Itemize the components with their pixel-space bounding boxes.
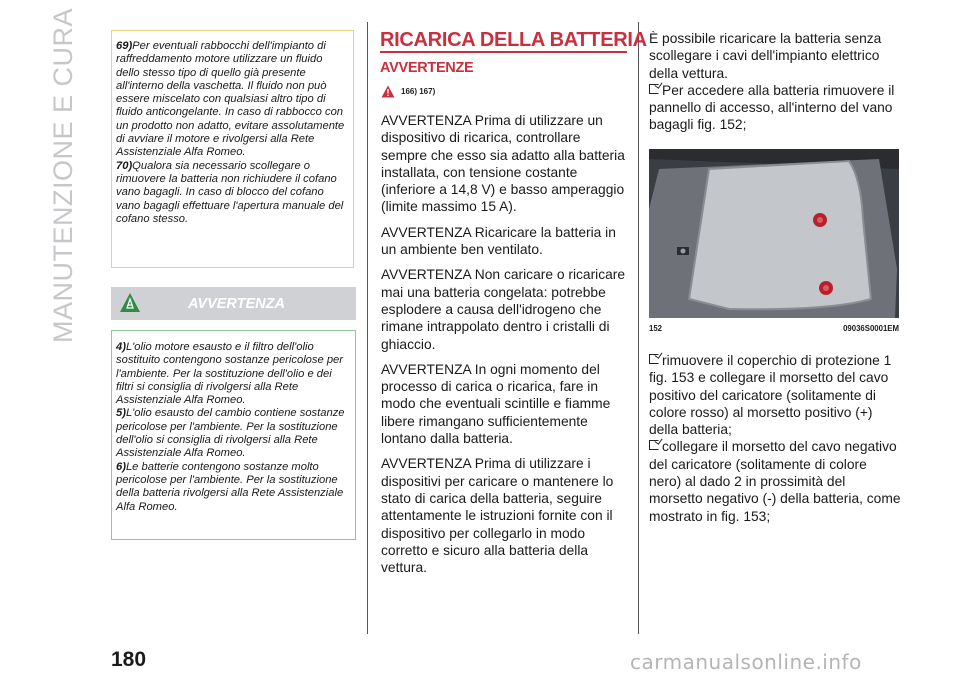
warning-triangle-icon [381,85,395,98]
environment-warning-icon [119,292,141,314]
section-title: RICARICA DELLA BATTERIA [380,29,647,51]
environment-warning-header [111,287,356,320]
side-section-label: MANUTENZIONE E CURA [48,7,79,343]
env-note-6 [116,461,351,514]
side-section-tab [44,7,84,343]
paragraph: AVVERTENZA Ricaricare la batteria in un ambiente ben ventilato. [381,224,616,258]
section-subtitle: AVVERTENZE [380,60,474,76]
paragraph: AVVERTENZA Prima di utilizzare un dispositivo di ricarica, controllare sempre che esso sia adatto alla batteria installata, con tensione costante (inferiore a 14,8 V) e basso amperaggio (limite massimo 15 A). [381,113,625,215]
step-text: Per accedere alla batteria rimuovere il pannello di accesso, all'interno del vano bagagli fig. 152; [649,82,895,133]
note-text: Qualora sia necessario scollegare o rimuovere la batteria non richiudere il cofano vano bagagli. In caso di blocco del cofano vano bagagli effettuare l'apertura manuale del cofano stesso. [116,159,344,225]
notes-box [111,30,354,268]
paragraph: AVVERTENZA Non caricare o ricaricare mai una batteria congelata: potrebbe esplodere a causa dell'idrogeno che rimane intrappolato dentro i cristalli di ghiaccio. [381,267,626,352]
charging-steps-top [649,30,901,134]
step-text: rimuovere il coperchio di protezione 1 fig. 153 e collegare il morsetto del cavo positivo del caricatore (solitamente di colore rosso) al morsetto positivo (+) della batteria; [649,353,892,438]
trunk-illustration [649,149,899,318]
step-item [649,82,901,134]
checkbox-icon [649,84,659,94]
note-number: 5) [116,407,126,420]
environment-warning-label: AVVERTENZA [188,295,285,312]
charging-steps-bottom [649,352,901,525]
trunk-access-panel-photo [649,149,899,318]
watermark: carmanualsonline.info [630,650,862,674]
figure-code: 09036S0001EM [843,324,899,333]
note-text: L'olio motore esausto e il filtro dell'olio sostituito contengono sostanze pericolose per l'ambiente. Per la sostituzione dell'olio e dei filtri si consiglia di rivolgersi alla Rete Assistenziale Alfa Romeo. [116,341,344,407]
paragraph: AVVERTENZA In ogni momento del processo di carica o ricarica, fare in modo che eventuali scintille e fiamme libere rimangano sufficientemente lontano dalla batteria. [381,361,611,447]
step-item [649,438,901,524]
page-number: 180 [111,648,147,671]
env-note-5 [116,407,351,460]
step-item [649,352,901,438]
note-number: 70) [116,159,133,172]
checkbox-icon [649,440,659,450]
column-divider [367,22,368,634]
checkbox-icon [649,354,659,364]
note-number: 6) [116,460,126,473]
section-title-rule [380,51,627,53]
intro-paragraph: È possibile ricaricare la batteria senza scollegare i cavi dell'impianto elettrico della vettura. [649,31,882,81]
note-text: Per eventuali rabbocchi dell'impianto di raffreddamento motore utilizzare un fluido dello stesso tipo di quello già presente all'interno della vaschetta. Il fluido non può essere miscelato con qualsiasi altro tipo di fluido anticongelante. In caso di rabbocco con un prodotto non adatto, evitare assolutamente di avviare il motore e rivolgersi alla Rete Assistenziale Alfa Romeo. [116,40,345,159]
environment-warning-box [111,330,356,540]
figure-number: 152 [649,324,663,333]
column-divider [638,22,639,634]
step-text: collegare il morsetto del cavo negativo del caricatore (solitamente di colore nero) al dado 2 in prossimità del morsetto negativo (-) della batteria, come mostrato in fig. 153; [649,439,901,524]
paragraph: AVVERTENZA Prima di utilizzare i dispositivi per caricare o mantenere lo stato di carica della batteria, seguire attentamente le istruzioni fornite con il dispositivo per collegarlo in modo corretto e sicuro alla batteria della vettura. [381,456,614,576]
note-number: 69) [116,40,133,52]
note-number: 4) [116,341,126,353]
figure-caption [649,324,899,333]
charging-warnings [381,112,629,584]
reference-numbers: 166) 167) [401,86,436,96]
note-text: Le batterie contengono sostanze molto pericolose per l'ambiente. Per la sostituzione della batteria rivolgersi alla Rete Assistenziale Alfa Romeo. [116,460,344,513]
warning-references [381,83,435,99]
note-69 [116,40,349,160]
env-note-4 [116,341,351,407]
note-text: L'olio esausto del cambio contiene sostanze pericolose per l'ambiente. Per la sostituzione dell'olio si consiglia di rivolgersi alla Rete Assistenziale Alfa Romeo. [116,407,345,460]
note-70 [116,160,349,226]
